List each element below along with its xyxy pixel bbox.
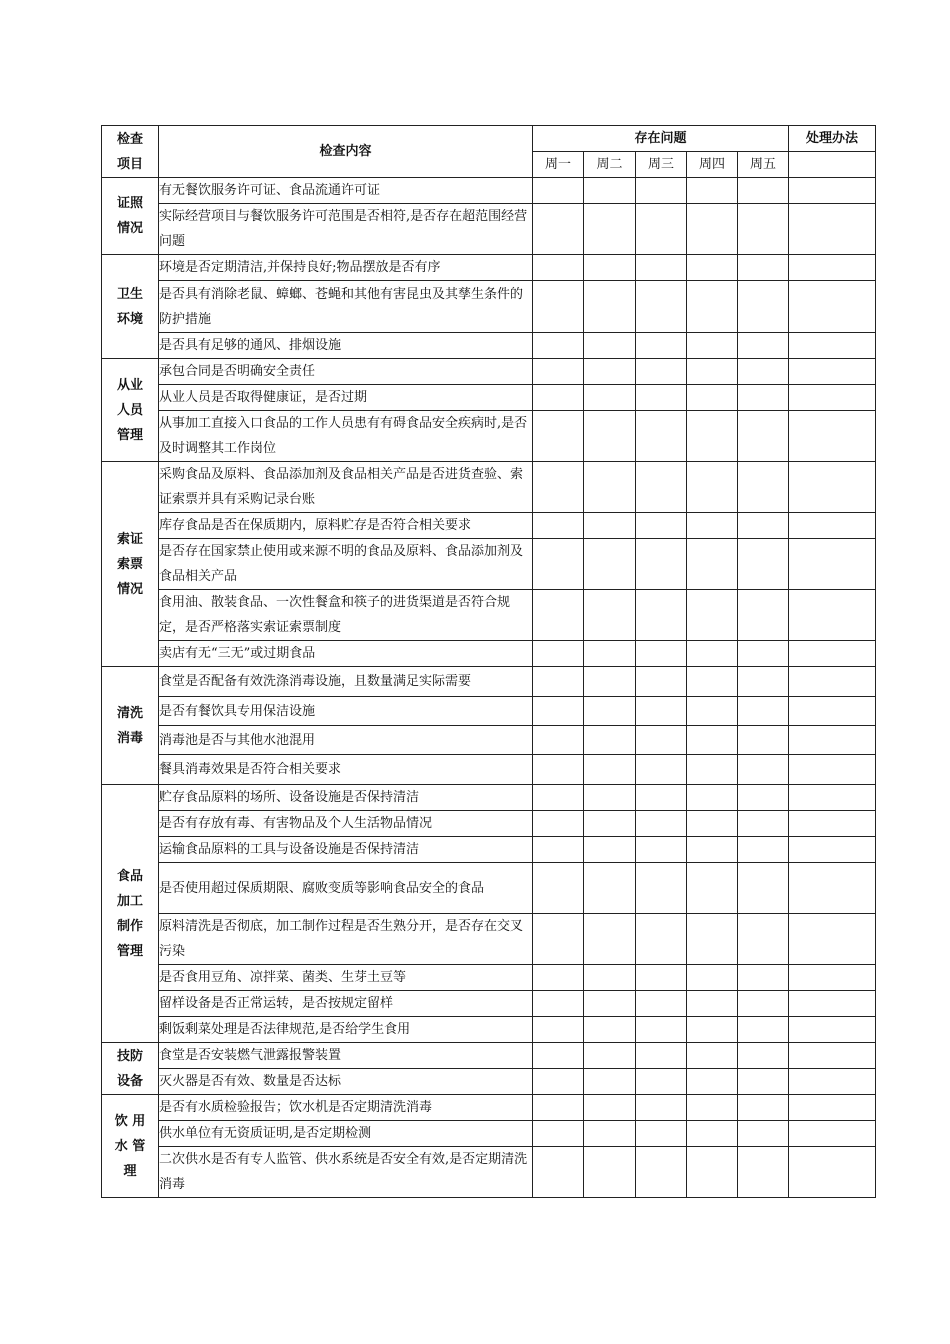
issue-cell[interactable]	[687, 333, 738, 359]
issue-cell[interactable]	[687, 411, 738, 462]
issue-cell[interactable]	[584, 991, 636, 1017]
category-label: 卫生 环境	[116, 286, 143, 327]
issue-cell[interactable]	[533, 178, 584, 204]
issue-cell[interactable]	[584, 204, 636, 255]
issue-cell[interactable]	[533, 991, 584, 1017]
action-cell[interactable]	[789, 281, 876, 333]
action-cell[interactable]	[789, 1095, 876, 1121]
issue-cell[interactable]	[636, 590, 687, 641]
action-cell[interactable]	[789, 178, 876, 204]
check-item: 从业人员是否取得健康证，是否过期	[159, 385, 533, 411]
category-cell	[102, 667, 159, 785]
issue-cell[interactable]	[687, 991, 738, 1017]
table-row	[102, 1043, 876, 1069]
issue-cell[interactable]	[687, 811, 738, 837]
issue-cell[interactable]	[687, 178, 738, 204]
table-row	[102, 590, 876, 641]
issue-cell[interactable]	[636, 255, 687, 281]
issue-cell[interactable]	[738, 590, 789, 641]
issue-cell[interactable]	[533, 590, 584, 641]
issue-cell[interactable]	[533, 785, 584, 811]
action-cell[interactable]	[789, 697, 876, 726]
issue-cell[interactable]	[584, 965, 636, 991]
action-cell[interactable]	[789, 255, 876, 281]
header-project: 检查 项目	[102, 126, 159, 178]
action-cell[interactable]	[789, 204, 876, 255]
issue-cell[interactable]	[636, 411, 687, 462]
issue-cell[interactable]	[636, 641, 687, 667]
issue-cell[interactable]	[636, 204, 687, 255]
issue-cell[interactable]	[636, 755, 687, 785]
table-row	[102, 1069, 876, 1095]
action-cell[interactable]	[789, 590, 876, 641]
category-label: 食品 加工 制作 管理	[116, 868, 143, 959]
table-row	[102, 811, 876, 837]
header-day: 周二	[584, 152, 636, 178]
action-cell[interactable]	[789, 1121, 876, 1147]
table-row	[102, 1095, 876, 1121]
check-item: 二次供水是否有专人监管、供水系统是否安全有效,是否定期清洗消毒	[159, 1147, 533, 1198]
issue-cell[interactable]	[738, 811, 789, 837]
check-item: 餐具消毒效果是否符合相关要求	[159, 755, 533, 785]
action-cell[interactable]	[789, 1069, 876, 1095]
check-item: 采购食品及原料、食品添加剂及食品相关产品是否进货查验、索证索票并具有采购记录台账	[159, 462, 533, 513]
action-cell[interactable]	[789, 1043, 876, 1069]
issue-cell[interactable]	[636, 462, 687, 513]
issue-cell[interactable]	[687, 965, 738, 991]
issue-cell[interactable]	[738, 539, 789, 590]
table-row	[102, 1017, 876, 1043]
issue-cell[interactable]	[584, 359, 636, 385]
check-item: 承包合同是否明确安全责任	[159, 359, 533, 385]
check-item: 贮存食品原料的场所、设备设施是否保持清洁	[159, 785, 533, 811]
issue-cell[interactable]	[738, 1069, 789, 1095]
issue-cell[interactable]	[533, 965, 584, 991]
issue-cell[interactable]	[738, 1147, 789, 1198]
issue-cell[interactable]	[636, 697, 687, 726]
table-row	[102, 965, 876, 991]
issue-cell[interactable]	[636, 991, 687, 1017]
issue-cell[interactable]	[533, 726, 584, 755]
issue-cell[interactable]	[738, 281, 789, 333]
category-label: 从业 人员 管理	[116, 377, 143, 443]
check-item: 运输食品原料的工具与设备设施是否保持清洁	[159, 837, 533, 863]
issue-cell[interactable]	[687, 462, 738, 513]
category-label: 技防 设备	[116, 1048, 143, 1089]
issue-cell[interactable]	[738, 1121, 789, 1147]
action-cell[interactable]	[789, 965, 876, 991]
issue-cell[interactable]	[636, 178, 687, 204]
issue-cell[interactable]	[584, 385, 636, 411]
action-cell[interactable]	[789, 1147, 876, 1198]
category-cell	[102, 785, 159, 1043]
action-cell[interactable]	[789, 863, 876, 914]
issue-cell[interactable]	[636, 785, 687, 811]
issue-cell[interactable]	[636, 1147, 687, 1198]
issue-cell[interactable]	[636, 811, 687, 837]
issue-cell[interactable]	[738, 697, 789, 726]
check-item: 食堂是否安装燃气泄露报警装置	[159, 1043, 533, 1069]
issue-cell[interactable]	[738, 513, 789, 539]
issue-cell[interactable]	[738, 178, 789, 204]
inspection-table-body	[102, 126, 876, 1198]
issue-cell[interactable]	[738, 385, 789, 411]
header-day: 周四	[687, 152, 738, 178]
action-cell[interactable]	[789, 385, 876, 411]
table-row	[102, 863, 876, 914]
check-item: 留样设备是否正常运转，是否按规定留样	[159, 991, 533, 1017]
issue-cell[interactable]	[687, 255, 738, 281]
issue-cell[interactable]	[687, 667, 738, 697]
issue-cell[interactable]	[533, 811, 584, 837]
issue-cell[interactable]	[533, 539, 584, 590]
issue-cell[interactable]	[636, 539, 687, 590]
table-row	[102, 539, 876, 590]
action-cell[interactable]	[789, 837, 876, 863]
inspection-table	[101, 125, 876, 1198]
action-cell[interactable]	[789, 1017, 876, 1043]
issue-cell[interactable]	[738, 667, 789, 697]
issue-cell[interactable]	[738, 755, 789, 785]
check-item: 库存食品是否在保质期内，原料贮存是否符合相关要求	[159, 513, 533, 539]
issue-cell[interactable]	[738, 726, 789, 755]
header-day: 周三	[636, 152, 687, 178]
issue-cell[interactable]	[687, 863, 738, 914]
issue-cell[interactable]	[584, 1017, 636, 1043]
header-action: 处理办法	[789, 126, 876, 152]
table-row	[102, 385, 876, 411]
issue-cell[interactable]	[636, 726, 687, 755]
issue-cell[interactable]	[533, 641, 584, 667]
table-row	[102, 726, 876, 755]
category-label: 清洗 消毒	[116, 705, 143, 746]
issue-cell[interactable]	[584, 1121, 636, 1147]
issue-cell[interactable]	[584, 513, 636, 539]
check-item: 是否存在国家禁止使用或来源不明的食品及原料、食品添加剂及食品相关产品	[159, 539, 533, 590]
issue-cell[interactable]	[636, 1069, 687, 1095]
table-row	[102, 1147, 876, 1198]
issue-cell[interactable]	[687, 204, 738, 255]
issue-cell[interactable]	[738, 411, 789, 462]
table-row	[102, 837, 876, 863]
issue-cell[interactable]	[687, 590, 738, 641]
action-cell[interactable]	[789, 539, 876, 590]
issue-cell[interactable]	[533, 1043, 584, 1069]
issue-cell[interactable]	[584, 837, 636, 863]
category-cell	[102, 1095, 159, 1198]
issue-cell[interactable]	[738, 785, 789, 811]
check-item: 实际经营项目与餐饮服务许可范围是否相符,是否存在超范围经营问题	[159, 204, 533, 255]
check-item: 是否具有足够的通风、排烟设施	[159, 333, 533, 359]
table-row	[102, 755, 876, 785]
issue-cell[interactable]	[584, 1095, 636, 1121]
issue-cell[interactable]	[687, 539, 738, 590]
issue-cell[interactable]	[584, 755, 636, 785]
issue-cell[interactable]	[687, 1147, 738, 1198]
issue-cell[interactable]	[687, 281, 738, 333]
issue-cell[interactable]	[533, 667, 584, 697]
issue-cell[interactable]	[738, 837, 789, 863]
issue-cell[interactable]	[636, 513, 687, 539]
issue-cell[interactable]	[687, 1095, 738, 1121]
issue-cell[interactable]	[738, 914, 789, 965]
table-row	[102, 359, 876, 385]
issue-cell[interactable]	[636, 965, 687, 991]
table-row	[102, 697, 876, 726]
check-item: 原料清洗是否彻底，加工制作过程是否生熟分开，是否存在交叉污染	[159, 914, 533, 965]
table-row	[102, 255, 876, 281]
issue-cell[interactable]	[533, 359, 584, 385]
issue-cell[interactable]	[533, 204, 584, 255]
issue-cell[interactable]	[687, 1121, 738, 1147]
issue-cell[interactable]	[687, 385, 738, 411]
issue-cell[interactable]	[636, 667, 687, 697]
check-item: 从事加工直接入口食品的工作人员患有有碍食品安全疾病时,是否及时调整其工作岗位	[159, 411, 533, 462]
issue-cell[interactable]	[584, 785, 636, 811]
header-action-blank	[789, 152, 876, 178]
issue-cell[interactable]	[533, 462, 584, 513]
issue-cell[interactable]	[584, 641, 636, 667]
check-item: 剩饭剩菜处理是否法律规范,是否给学生食用	[159, 1017, 533, 1043]
issue-cell[interactable]	[636, 863, 687, 914]
issue-cell[interactable]	[584, 281, 636, 333]
issue-cell[interactable]	[636, 914, 687, 965]
action-cell[interactable]	[789, 333, 876, 359]
table-row	[102, 513, 876, 539]
issue-cell[interactable]	[636, 1095, 687, 1121]
issue-cell[interactable]	[584, 255, 636, 281]
table-row	[102, 281, 876, 333]
issue-cell[interactable]	[533, 1147, 584, 1198]
issue-cell[interactable]	[738, 641, 789, 667]
issue-cell[interactable]	[687, 1069, 738, 1095]
issue-cell[interactable]	[533, 914, 584, 965]
table-row	[102, 991, 876, 1017]
issue-cell[interactable]	[636, 1043, 687, 1069]
issue-cell[interactable]	[636, 837, 687, 863]
issue-cell[interactable]	[584, 914, 636, 965]
issue-cell[interactable]	[738, 255, 789, 281]
category-cell	[102, 178, 159, 255]
check-item: 是否有水质检验报告；饮水机是否定期清洗消毒	[159, 1095, 533, 1121]
issue-cell[interactable]	[738, 204, 789, 255]
issue-cell[interactable]	[738, 1043, 789, 1069]
check-item: 供水单位有无资质证明,是否定期检测	[159, 1121, 533, 1147]
table-row	[102, 462, 876, 513]
category-cell	[102, 255, 159, 359]
issue-cell[interactable]	[687, 359, 738, 385]
issue-cell[interactable]	[687, 1017, 738, 1043]
issue-cell[interactable]	[636, 385, 687, 411]
category-cell	[102, 1043, 159, 1095]
action-cell[interactable]	[789, 667, 876, 697]
issue-cell[interactable]	[687, 837, 738, 863]
check-item: 是否有餐饮具专用保洁设施	[159, 697, 533, 726]
issue-cell[interactable]	[584, 1147, 636, 1198]
issue-cell[interactable]	[738, 1095, 789, 1121]
action-cell[interactable]	[789, 411, 876, 462]
issue-cell[interactable]	[584, 726, 636, 755]
check-item: 消毒池是否与其他水池混用	[159, 726, 533, 755]
issue-cell[interactable]	[738, 863, 789, 914]
issue-cell[interactable]	[533, 1121, 584, 1147]
issue-cell[interactable]	[738, 1017, 789, 1043]
check-item: 是否使用超过保质期限、腐败变质等影响食品安全的食品	[159, 863, 533, 914]
issue-cell[interactable]	[533, 513, 584, 539]
check-item: 是否食用豆角、凉拌菜、菌类、生芽土豆等	[159, 965, 533, 991]
check-item: 环境是否定期清洁,并保持良好;物品摆放是否有序	[159, 255, 533, 281]
issue-cell[interactable]	[533, 1095, 584, 1121]
issue-cell[interactable]	[687, 755, 738, 785]
table-row	[102, 411, 876, 462]
header-row-1	[102, 126, 876, 152]
table-row	[102, 178, 876, 204]
issue-cell[interactable]	[687, 914, 738, 965]
issue-cell[interactable]	[636, 1121, 687, 1147]
table-row	[102, 204, 876, 255]
issue-cell[interactable]	[687, 785, 738, 811]
issue-cell[interactable]	[738, 965, 789, 991]
check-item: 是否具有消除老鼠、蟑螂、苍蝇和其他有害昆虫及其孳生条件的防护措施	[159, 281, 533, 333]
issue-cell[interactable]	[584, 539, 636, 590]
check-item: 食用油、散装食品、一次性餐盒和筷子的进货渠道是否符合规定，是否严格落实索证索票制度	[159, 590, 533, 641]
issue-cell[interactable]	[738, 333, 789, 359]
header-day: 周一	[533, 152, 584, 178]
action-cell[interactable]	[789, 641, 876, 667]
action-cell[interactable]	[789, 359, 876, 385]
table-row	[102, 785, 876, 811]
check-item: 食堂是否配备有效洗涤消毒设施，且数量满足实际需要	[159, 667, 533, 697]
action-cell[interactable]	[789, 462, 876, 513]
issue-cell[interactable]	[584, 697, 636, 726]
action-cell[interactable]	[789, 914, 876, 965]
issue-cell[interactable]	[533, 385, 584, 411]
issue-cell[interactable]	[533, 697, 584, 726]
action-cell[interactable]	[789, 991, 876, 1017]
issue-cell[interactable]	[533, 863, 584, 914]
table-row	[102, 641, 876, 667]
issue-cell[interactable]	[584, 178, 636, 204]
issue-cell[interactable]	[687, 726, 738, 755]
issue-cell[interactable]	[687, 1043, 738, 1069]
issue-cell[interactable]	[584, 1043, 636, 1069]
check-item: 是否有存放有毒、有害物品及个人生活物品情况	[159, 811, 533, 837]
table-row	[102, 333, 876, 359]
table-row	[102, 1121, 876, 1147]
issue-cell[interactable]	[584, 667, 636, 697]
issue-cell[interactable]	[533, 837, 584, 863]
issue-cell[interactable]	[738, 991, 789, 1017]
check-item: 卖店有无“三无”或过期食品	[159, 641, 533, 667]
issue-cell[interactable]	[584, 863, 636, 914]
header-issues: 存在问题	[533, 126, 789, 152]
issue-cell[interactable]	[584, 333, 636, 359]
issue-cell[interactable]	[584, 411, 636, 462]
issue-cell[interactable]	[738, 462, 789, 513]
category-cell	[102, 462, 159, 667]
issue-cell[interactable]	[533, 255, 584, 281]
issue-cell[interactable]	[636, 1017, 687, 1043]
issue-cell[interactable]	[636, 281, 687, 333]
header-content: 检查内容	[159, 126, 533, 178]
action-cell[interactable]	[789, 811, 876, 837]
issue-cell[interactable]	[687, 641, 738, 667]
issue-cell[interactable]	[533, 281, 584, 333]
issue-cell[interactable]	[533, 1069, 584, 1095]
table-row	[102, 667, 876, 697]
issue-cell[interactable]	[687, 513, 738, 539]
category-label: 证照 情况	[116, 196, 143, 236]
table-row	[102, 914, 876, 965]
issue-cell[interactable]	[584, 1069, 636, 1095]
check-item: 有无餐饮服务许可证、食品流通许可证	[159, 178, 533, 204]
action-cell[interactable]	[789, 785, 876, 811]
issue-cell[interactable]	[533, 333, 584, 359]
issue-cell[interactable]	[738, 359, 789, 385]
issue-cell[interactable]	[533, 411, 584, 462]
action-cell[interactable]	[789, 726, 876, 755]
header-day: 周五	[738, 152, 789, 178]
issue-cell[interactable]	[584, 811, 636, 837]
issue-cell[interactable]	[636, 333, 687, 359]
issue-cell[interactable]	[636, 359, 687, 385]
category-label: 索证 索票 情况	[116, 531, 143, 597]
category-cell	[102, 359, 159, 462]
check-item: 灭火器是否有效、数量是否达标	[159, 1069, 533, 1095]
issue-cell[interactable]	[533, 755, 584, 785]
action-cell[interactable]	[789, 513, 876, 539]
issue-cell[interactable]	[533, 1017, 584, 1043]
issue-cell[interactable]	[687, 697, 738, 726]
action-cell[interactable]	[789, 755, 876, 785]
issue-cell[interactable]	[584, 590, 636, 641]
category-label: 饮 用 水 管 理	[114, 1113, 146, 1179]
issue-cell[interactable]	[584, 462, 636, 513]
